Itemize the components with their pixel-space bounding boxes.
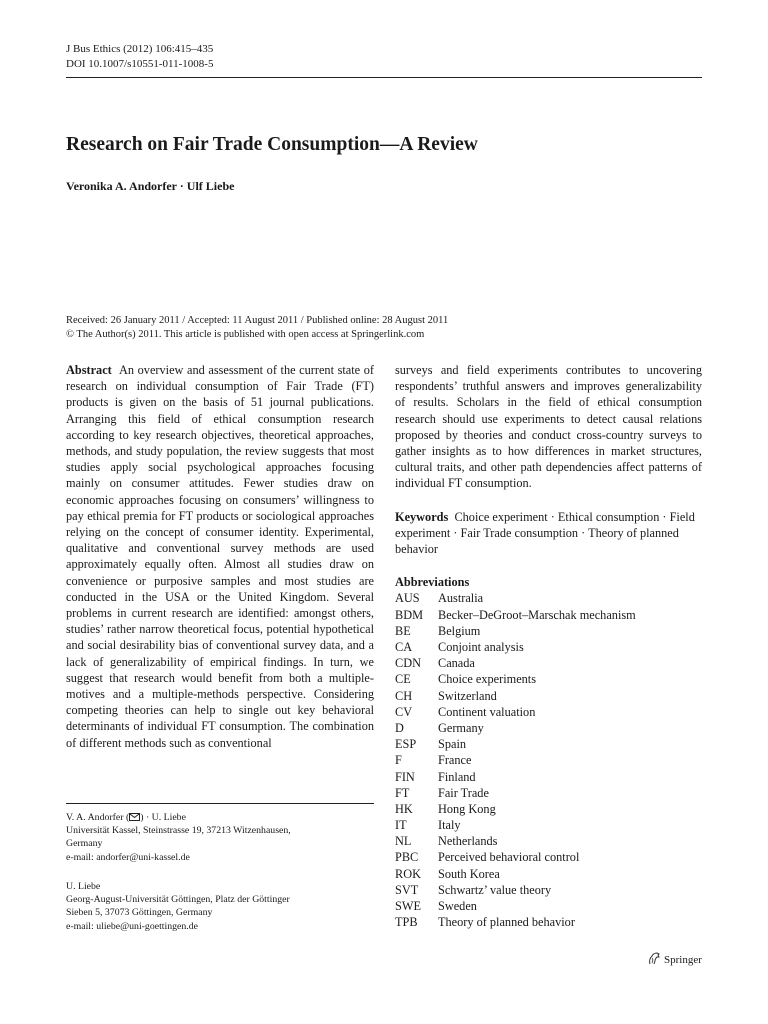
abbreviation-row: [395, 817, 702, 833]
abbreviation-full: Choice experiments: [438, 672, 537, 687]
envelope-icon[interactable]: [129, 813, 140, 821]
abbreviation-code: CA: [395, 640, 413, 654]
abbreviation-code: PBC: [395, 850, 419, 865]
affiliation-second-line2: Sieben 5, 37073 Göttingen, Germany: [66, 907, 213, 919]
right-column: [395, 362, 702, 930]
abbreviation-code: BE: [395, 623, 411, 638]
affiliation-second: [66, 880, 290, 933]
affiliation-second-email[interactable]: e-mail: uliebe@uni-goettingen.de: [66, 920, 198, 932]
abstract-label: Abstract: [66, 363, 112, 377]
abbreviation-full: Belgium: [438, 623, 481, 638]
abbreviation-full: Continent valuation: [438, 704, 536, 719]
abbreviation-full: Switzerland: [438, 688, 497, 703]
affiliation-first-line2: Germany: [66, 838, 103, 850]
abbreviation-row: [395, 833, 702, 849]
abbreviations-list: [395, 590, 702, 930]
affiliation-second-name: U. Liebe: [66, 881, 101, 892]
abbreviation-full: Netherlands: [438, 834, 498, 849]
abbreviation-code: AUS: [395, 591, 420, 606]
affiliation-second-line1: Georg-August-Universität Göttingen, Platz der Göttinger: [66, 894, 290, 906]
abbreviation-code: TPB: [395, 915, 418, 930]
abbreviation-code: SWE: [395, 899, 421, 913]
header-rule: [66, 77, 702, 78]
journal-info: [66, 42, 213, 72]
abstract-text-right: surveys and field experiments contributes to uncovering respondents’ truthful answers and improves generalizability of results. Scholars in the field of ethical consumption research should use experiments to detect causal relations proposed by theories and conduct cross-country surveys to gather insights as to how differences in market structures, cultural traits, and other path dependencies affect patterns of individual FT consumption.: [395, 363, 702, 491]
abbreviation-full: France: [438, 753, 472, 768]
keywords-block: [395, 509, 702, 558]
affiliation-first-email[interactable]: e-mail: andorfer@uni-kassel.de: [66, 851, 190, 863]
abbreviation-code: NL: [395, 834, 412, 849]
keywords-text: Choice experiment · Ethical consumption · Field experiment · Fair Trade consumption · Theory of planned behavior: [395, 509, 695, 557]
abbreviation-full: Hong Kong: [438, 801, 496, 816]
abbreviation-row: [395, 704, 702, 720]
abbreviation-code: ROK: [395, 866, 421, 881]
abbreviation-row: [395, 785, 702, 801]
abstract-text-left: An overview and assessment of the current state of research on individual consumption of Fair Trade (FT) products is given on the basis of 51 journal publications. Arranging this field of ethical consumption research according to key research objectives, theoretical approaches, methods, and study population, the review suggests that most studies apply social psychological approaches focusing mainly on consumer attitudes. Fewer studies draw on economic approaches focusing on consumers’ willingness to pay ethical premia for FT products or sociological approaches relying on the concept of consumer identity. Experimental, qualitative and conventional survey methods are used approximately equally often. Almost all studies draw on convenience or purposive samples and most studies are conducted in the USA or the United Kingdom. Several problems in current research are identified: amongst others, studies’ rather narrow theoretical focus, potential hypothetical and social desirability bias of conventional survey data, and a lack of generalizability of empirical findings. In turn, we suggest that research would benefit from both a multiple-motives and a multiple-methods perspective. Considering competing theories can help to single out key behavioral determinants of individual FT consumption. The combination of different methods such as conventional: [66, 363, 375, 750]
abbreviation-row: [395, 769, 702, 785]
abbreviation-code: CH: [395, 688, 413, 703]
abbreviation-full: Italy: [438, 818, 461, 833]
abbreviation-code: IT: [395, 818, 407, 833]
abbreviation-row: [395, 882, 702, 898]
abbreviation-row: [395, 639, 702, 655]
affiliation-names: [66, 811, 291, 824]
abbreviation-full: Germany: [438, 720, 484, 735]
journal-doi[interactable]: DOI 10.1007/s10551-011-1008-5: [66, 58, 214, 70]
abbreviation-code: F: [395, 753, 402, 768]
abbreviation-row: [395, 752, 702, 768]
springer-horse-icon: [647, 952, 661, 968]
affiliation-first-line1: Universität Kassel, Steinstrasse 19, 37213 Witzenhausen,: [66, 825, 291, 837]
publisher-name: Springer: [664, 954, 702, 966]
keywords-label: Keywords: [395, 509, 449, 524]
abbreviation-full: Finland: [438, 769, 476, 784]
abbreviation-code: CDN: [395, 656, 421, 671]
abbreviation-row: [395, 898, 702, 914]
abbreviation-row: [395, 607, 702, 623]
copyright-notice: © The Author(s) 2011. This article is published with open access at Springerlink.com: [66, 329, 425, 340]
abbreviation-code: BDM: [395, 607, 424, 622]
abbreviation-row: [395, 720, 702, 736]
journal-citation: J Bus Ethics (2012) 106:415–435: [66, 43, 214, 55]
abbreviation-full: Theory of planned behavior: [438, 915, 575, 930]
abbreviation-code: FT: [395, 785, 410, 800]
abbreviation-row: [395, 655, 702, 671]
abbreviation-row: [395, 849, 702, 865]
paper-title: Research on Fair Trade Consumption—A Review: [66, 134, 478, 155]
abbreviation-row: [395, 671, 702, 687]
footnote-rule: [66, 803, 374, 804]
abbreviation-code: CV: [395, 704, 413, 719]
abbreviation-full: Schwartz’ value theory: [438, 882, 552, 897]
abbreviation-code: ESP: [395, 737, 417, 752]
publication-dates: [66, 314, 448, 342]
abbreviations-title: Abbreviations: [395, 575, 470, 590]
abbreviation-row: [395, 914, 702, 930]
abbreviation-row: [395, 801, 702, 817]
abbreviation-row: [395, 623, 702, 639]
abbreviation-code: HK: [395, 801, 413, 816]
abbreviation-full: Sweden: [438, 899, 477, 913]
abbreviation-full: Becker–DeGroot–Marschak mechanism: [438, 607, 636, 622]
abbreviation-full: Spain: [438, 737, 467, 752]
abbreviation-full: Perceived behavioral control: [438, 850, 580, 865]
abbreviation-code: D: [395, 720, 404, 735]
abbreviation-full: Canada: [438, 656, 475, 671]
affiliation-first: [66, 811, 291, 864]
abbreviation-full: Conjoint analysis: [438, 640, 524, 654]
affiliation-names-a: V. A. Andorfer (: [66, 812, 130, 823]
abbreviation-row: [395, 590, 702, 606]
publisher-logo: [647, 952, 702, 968]
abbreviation-row: [395, 736, 702, 752]
abbreviation-code: FIN: [395, 769, 415, 784]
affiliation-names-b: ) · U. Liebe: [140, 812, 186, 823]
publication-history: Received: 26 January 2011 / Accepted: 11 August 2011 / Published online: 28 August 2011: [66, 315, 449, 326]
abbreviation-full: Fair Trade: [438, 785, 489, 800]
left-column: [66, 362, 374, 751]
abbreviation-code: CE: [395, 672, 411, 687]
abbreviation-full: South Korea: [438, 866, 500, 881]
abbreviation-code: SVT: [395, 882, 419, 897]
abbreviation-row: [395, 688, 702, 704]
author-list: Veronika A. Andorfer · Ulf Liebe: [66, 179, 235, 193]
abbreviations-block: [395, 574, 702, 930]
abbreviation-full: Australia: [438, 591, 484, 606]
abbreviation-row: [395, 866, 702, 882]
